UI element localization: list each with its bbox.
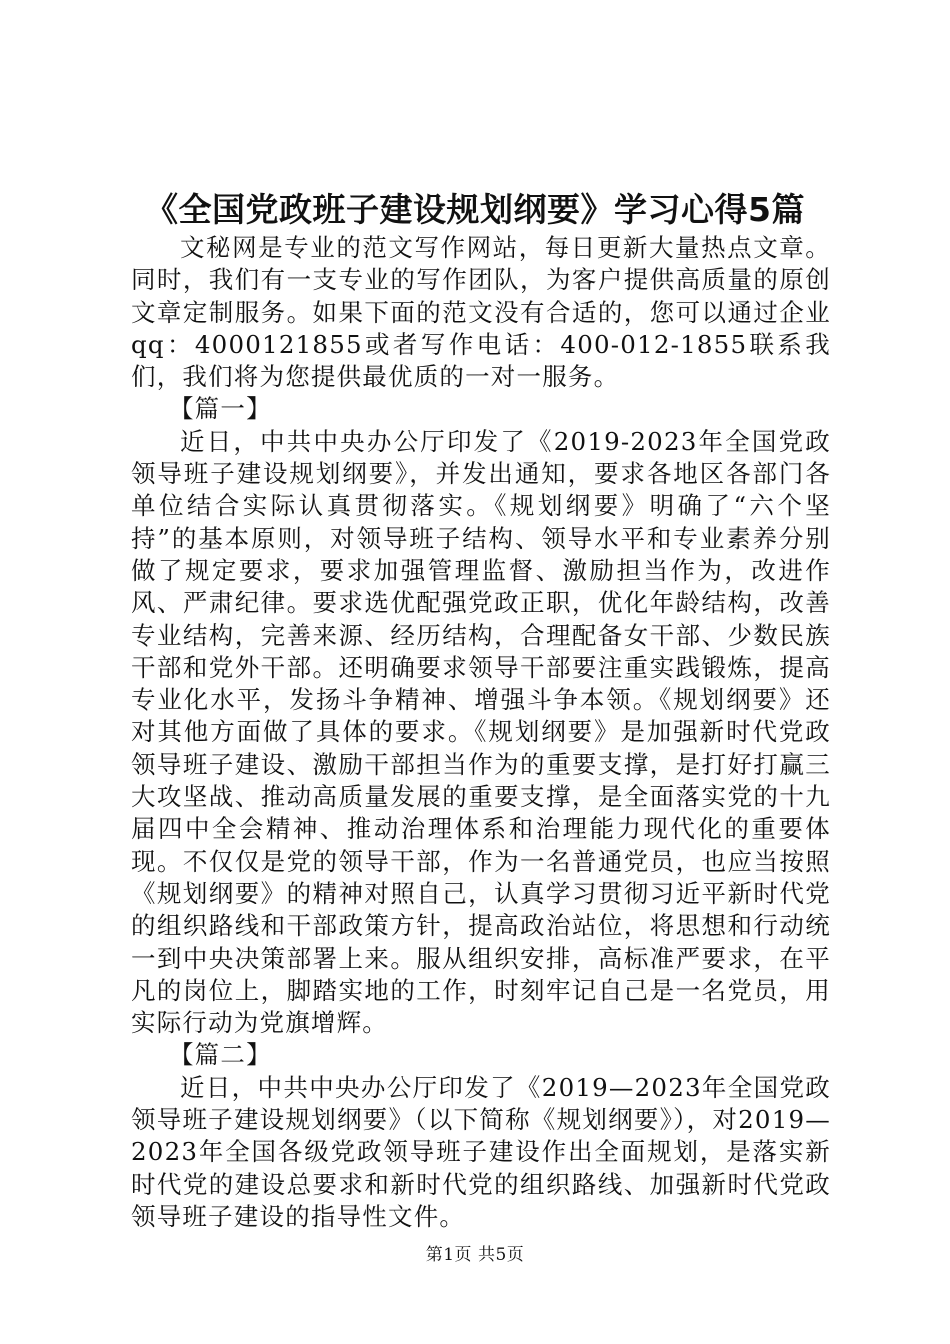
section-1-paragraph: 近日，中共中央办公厅印发了《2019-2023年全国党政领导班子建设规划纲要》，并发出通知，要求各地区各部门各单位结合实际认真贯彻落实。《规划纲要》明确了“六个坚持”的基本原则，对领导班子结构、领导水平和专业素养分别做了规定要求，要求加强管理监督、激励担当作为，改进作风、严肃纪律。要求选优配强党政正职，优化年龄结构，改善专业结构，完善来源、经历结构，合理配备女干部、少数民族干部和党外干部。还明确要求领导干部要注重实践锻炼，提高专业化水平，发扬斗争精神、增强斗争本领。《规划纲要》还对其他方面做了具体的要求。《规划纲要》是加强新时代党政领导班子建设、激励干部担当作为的重要支撑，是打好打赢三大攻坚战、推动高质量发展的重要支撑，是全面落实党的十九届四中全会精神、推动治理体系和治理能力现代化的重要体现。不仅仅是党的领导干部，作为一名普通党员，也应当按照《规划纲要》的精神对照自己，认真学习贯彻习近平新时代党的组织路线和干部政策方针，提高政治站位，将思想和行动统一到中央决策部署上来。服从组织安排，高标准严要求，在平凡的岗位上，脚踏实地的工作，时刻牢记自己是一名党员，用实际行动为党旗增辉。 — [131, 426, 831, 1038]
intro-paragraph: 文秘网是专业的范文写作网站，每日更新大量热点文章。同时，我们有一支专业的写作团队，为客户提供高质量的原创文章定制服务。如果下面的范文没有合适的，您可以通过企业qq：4000121855或者写作电话：400-012-1855联系我们，我们将为您提供最优质的一对一服务。 — [131, 233, 831, 392]
page-footer: 第1页 共5页 — [425, 1245, 525, 1265]
section-1-heading: 【篇一】 — [168, 394, 272, 424]
document-body — [131, 232, 831, 1233]
section-2-heading: 【篇二】 — [168, 1040, 272, 1070]
document-title: 《全国党政班子建设规划纲要》学习心得5篇 — [145, 190, 805, 229]
section-2-paragraph: 近日，中共中央办公厅印发了《2019—2023年全国党政领导班子建设规划纲要》（以下简称《规划纲要》），对2019—2023年全国各级党政领导班子建设作出全面规划，是落实新时代党的建设总要求和新时代党的组织路线、加强新时代党政领导班子建设的指导性文件。 — [131, 1072, 831, 1231]
